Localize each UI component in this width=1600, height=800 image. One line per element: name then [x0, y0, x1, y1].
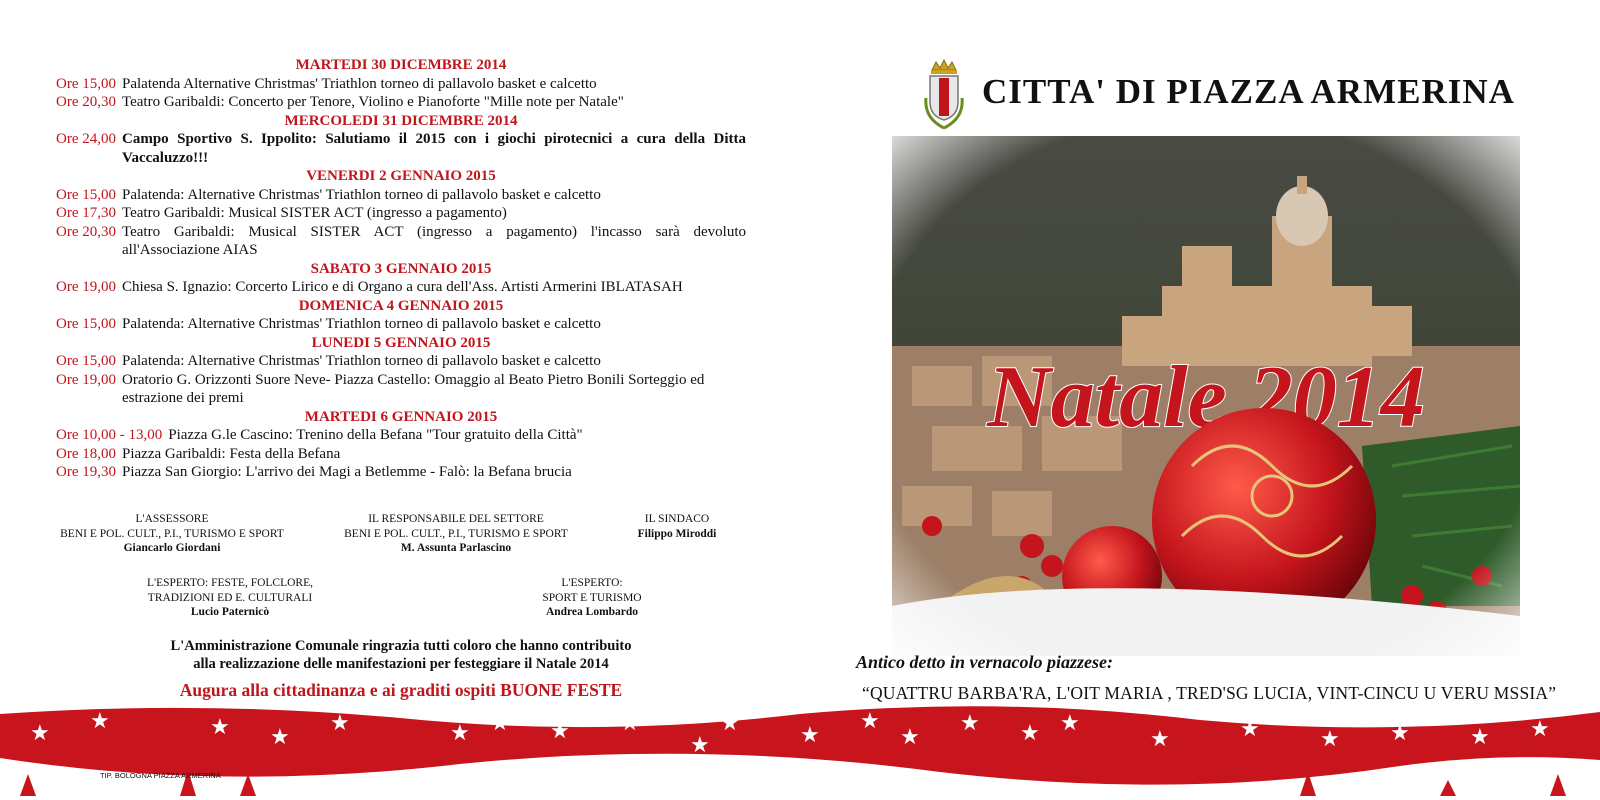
event-description: Chiesa S. Ignazio: Corcerto Lirico e di Organo a cura dell'Ass. Artisti Armerini IBLATASAH	[122, 279, 683, 295]
event-time: Ore 19,00	[56, 371, 116, 388]
schedule-event	[56, 278, 746, 297]
schedule-day-heading: MARTEDI 6 GENNAIO 2015	[304, 408, 498, 425]
event-time: Ore 15,00	[56, 353, 116, 369]
svg-text:★: ★	[330, 711, 350, 736]
signature-role: L'ESPERTO: FESTE, FOLCLORE,	[146, 577, 314, 589]
signature-name: Giancarlo Giordani	[123, 542, 221, 554]
event-description: Piazza San Giorgio: L'arrivo dei Magi a Betlemme - Falò: la Befana brucia	[122, 464, 572, 480]
greeting-message: Augura alla cittadinanza e ai graditi ospiti BUONE FESTE	[179, 680, 623, 700]
schedule-event	[56, 223, 746, 260]
signature-role: SPORT E TURISMO	[542, 591, 642, 604]
svg-text:★: ★	[720, 711, 740, 736]
svg-text:★: ★	[1020, 721, 1040, 746]
svg-text:★: ★	[690, 733, 710, 758]
schedule-event	[56, 445, 746, 464]
thanks-line: L'Amministrazione Comunale ringrazia tutti coloro che hanno contribuito	[170, 638, 632, 654]
signature-name: Andrea Lombardo	[545, 606, 639, 618]
event-time: Ore 15,00	[56, 316, 116, 332]
signature-role: L'ESPERTO:	[561, 577, 623, 589]
signature-role: L'ASSESSORE	[135, 513, 209, 525]
svg-text:★: ★	[1390, 721, 1410, 746]
svg-text:★: ★	[1060, 711, 1080, 736]
saying-text: “QUATTRU BARBA'RA, L'OIT MARIA , TRED'SG LUCIA, VINT-CINCU U VERU MSSIA”	[862, 683, 1557, 703]
schedule-event	[56, 371, 746, 408]
svg-text:★: ★	[90, 709, 110, 734]
event-description: Piazza G.le Cascino: Trenino della Befana "Tour gratuito della Città"	[168, 427, 583, 443]
signature-role: IL RESPONSABILE DEL SETTORE	[368, 513, 544, 525]
event-description: Piazza Garibaldi: Festa della Befana	[122, 445, 341, 462]
event-description: Teatro Garibaldi: Concerto per Tenore, Violino e Pianoforte "Mille note per Natale"	[122, 94, 624, 110]
svg-text:★: ★	[1470, 725, 1490, 750]
signature-role: BENI E POL. CULT., P.I., TURISMO E SPORT	[60, 527, 284, 540]
signature-role: TRADIZIONI ED E. CULTURALI	[147, 591, 313, 604]
event-description: Palatenda: Alternative Christmas' Triathlon torneo di pallavolo basket e calcetto	[122, 186, 601, 203]
event-time: Ore 19,00	[56, 279, 116, 295]
signature-name: Lucio Paternicò	[190, 606, 270, 618]
signature-role: BENI E POL. CULT., P.I., TURISMO E SPORT	[344, 527, 568, 540]
event-description: Campo Sportivo S. Ippolito: Salutiamo il 2015 con i giochi pirotecnici a cura della Ditta Vaccaluzzo!!!	[122, 131, 746, 166]
printer-credit: TIP. BOLOGNA PIAZZA ARMERINA	[100, 771, 221, 780]
schedule-event	[56, 463, 746, 482]
saying-heading: Antico detto in vernacolo piazzese:	[856, 652, 1113, 672]
signature-esperto-feste	[130, 576, 330, 620]
svg-text:★: ★	[900, 725, 920, 750]
svg-text:★: ★	[1240, 717, 1260, 742]
svg-text:★: ★	[210, 715, 230, 740]
schedule-day-heading: MERCOLEDI 31 DICEMBRE 2014	[284, 112, 518, 129]
schedule-day-heading: LUNEDI 5 GENNAIO 2015	[311, 334, 491, 351]
svg-text:❄: ❄	[372, 744, 388, 765]
signature-responsabile	[340, 512, 572, 556]
schedule-day-heading: MARTEDI 30 DICEMBRE 2014	[295, 57, 507, 73]
schedule-day-heading: VENERDI 2 GENNAIO 2015	[306, 168, 496, 184]
event-description: Teatro Garibaldi: Musical SISTER ACT (ingresso a pagamento)	[122, 205, 507, 221]
thanks-line: alla realizzazione delle manifestazioni per festeggiare il Natale 2014	[193, 656, 609, 672]
event-time: Ore 20,30	[56, 94, 116, 110]
svg-text:★: ★	[550, 719, 570, 744]
signature-name: Filippo Miroddi	[637, 527, 717, 540]
event-schedule	[56, 56, 746, 482]
event-time: Ore 24,00	[56, 131, 116, 147]
christmas-band	[0, 700, 1600, 800]
event-time: Ore 20,30	[56, 223, 116, 240]
svg-text:❄: ❄	[1222, 734, 1238, 755]
city-crest-icon	[918, 58, 970, 132]
svg-text:❄: ❄	[340, 736, 356, 757]
schedule-event	[56, 352, 746, 371]
schedule-event	[56, 315, 746, 334]
natale-photo	[892, 136, 1520, 656]
schedule-event	[56, 93, 746, 112]
svg-text:★: ★	[960, 711, 980, 736]
svg-text:★: ★	[30, 721, 50, 746]
svg-text:★: ★	[450, 721, 470, 746]
event-description: Palatenda: Alternative Christmas' Triathlon torneo di pallavolo basket e calcetto	[122, 353, 601, 369]
svg-text:★: ★	[1150, 727, 1170, 752]
signature-assessore	[56, 512, 288, 556]
event-description: Teatro Garibaldi: Musical SISTER ACT (ingresso a pagamento) l'incasso sarà devoluto all'Associazione AIAS	[122, 223, 746, 258]
city-title: CITTA' DI PIAZZA ARMERINA	[982, 72, 1515, 111]
schedule-day-heading: SABATO 3 GENNAIO 2015	[310, 260, 492, 277]
svg-text:★: ★	[620, 711, 640, 736]
event-time: Ore 15,00	[56, 75, 116, 92]
thanks-message	[56, 637, 746, 673]
schedule-day-heading: DOMENICA 4 GENNAIO 2015	[298, 297, 504, 314]
svg-text:★: ★	[800, 723, 820, 748]
schedule-event	[56, 130, 746, 167]
svg-text:★: ★	[270, 725, 290, 750]
event-time: Ore 10,00 - 13,00	[56, 427, 163, 443]
signature-esperto-sport	[492, 576, 692, 620]
event-description: Palatenda Alternative Christmas' Triathlon torneo di pallavolo basket e calcetto	[122, 75, 597, 92]
svg-text:❄: ❄	[1196, 744, 1212, 765]
event-time: Ore 15,00	[56, 186, 116, 203]
event-time: Ore 17,30	[56, 205, 116, 221]
svg-text:★: ★	[490, 711, 510, 736]
signature-role: IL SINDACO	[644, 513, 710, 525]
event-description: Palatenda: Alternative Christmas' Triathlon torneo di pallavolo basket e calcetto	[122, 316, 601, 332]
event-time: Ore 19,30	[56, 464, 116, 480]
svg-text:★: ★	[1320, 727, 1340, 752]
schedule-event	[56, 426, 746, 445]
signature-name: M. Assunta Parlascino	[400, 542, 512, 554]
schedule-event	[56, 204, 746, 223]
event-description: Oratorio G. Orizzonti Suore Neve- Piazza Castello: Omaggio al Beato Pietro Bonili Sorteggio ed estrazione dei premi	[122, 371, 705, 406]
svg-text:★: ★	[860, 709, 880, 734]
signature-sindaco	[612, 512, 742, 541]
svg-text:★: ★	[1530, 717, 1550, 742]
event-time: Ore 18,00	[56, 445, 116, 462]
schedule-event	[56, 186, 746, 205]
schedule-event	[56, 75, 746, 94]
